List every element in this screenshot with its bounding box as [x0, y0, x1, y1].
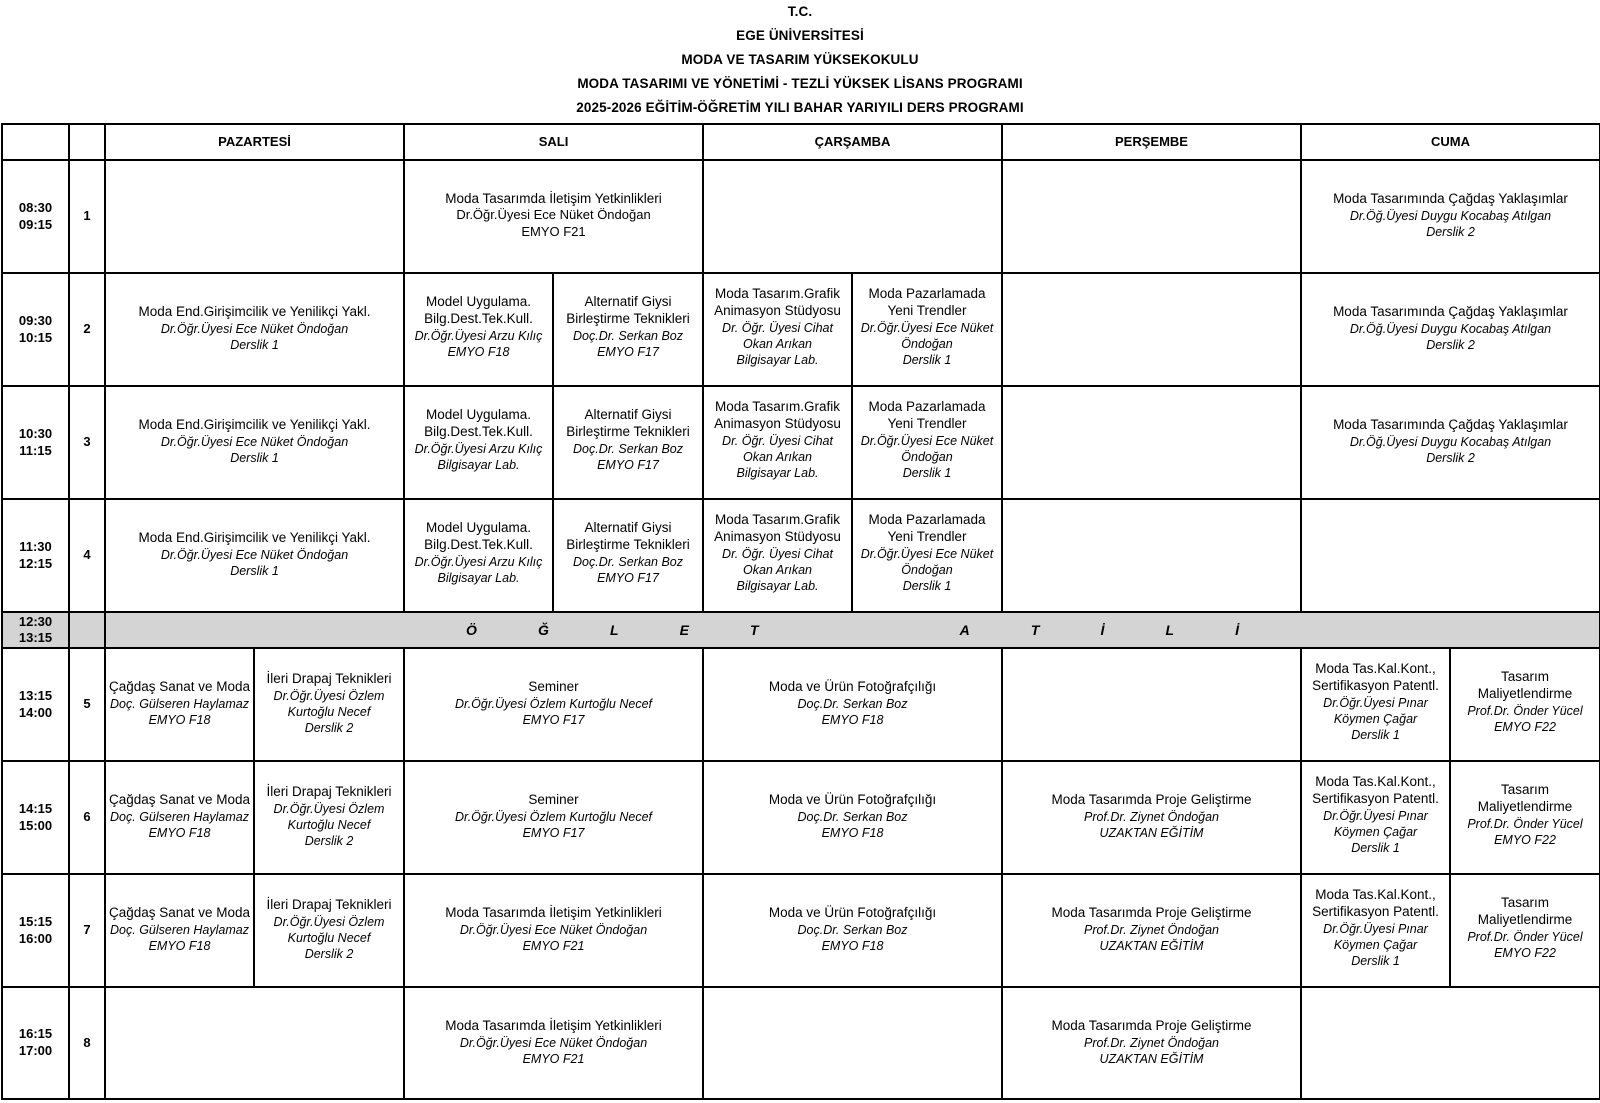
course-cell: [1301, 386, 1600, 499]
header-line-term: 2025-2026 EĞİTİM-ÖĞRETİM YILI BAHAR YARIYILI DERS PROGRAMI: [576, 100, 1024, 115]
course-title: Moda Tasarım.Grafik Animasyon Stüdyosu: [714, 511, 841, 545]
course-title: Moda Tasarım.Grafik Animasyon Stüdyosu: [714, 398, 841, 432]
course-title: Moda End.Girişimcilik ve Yenilikçi Yakl.: [138, 417, 371, 433]
course-cell: [703, 874, 1002, 987]
course-room: EMYO F18: [821, 939, 884, 954]
course-cell: [1002, 874, 1301, 987]
course-room: EMYO F17: [597, 571, 659, 586]
time-cell: 14:15 15:00: [2, 761, 69, 874]
course-title: Tasarım Maliyetlendirme: [1477, 781, 1573, 815]
course-cell: [404, 386, 553, 499]
course-title: Moda Tasarımında Çağdaş Yaklaşımlar: [1333, 417, 1568, 433]
course-cell: [404, 987, 703, 1099]
course-instructor: Dr.Öğr.Üyesi Özlem Kurtoğlu Necef: [454, 697, 653, 712]
course-room: Derslik 1: [230, 338, 279, 353]
course-room: EMYO F21: [522, 939, 585, 954]
empty-cell: [1002, 273, 1301, 386]
course-title: Moda End.Girişimcilik ve Yenilikçi Yakl.: [138, 530, 371, 546]
course-instructor: Dr.Öğr.Üyesi Ece Nüket Öndoğan: [456, 207, 651, 223]
schedule-row: [2, 386, 1600, 499]
course-title: Moda Tasarımda İletişim Yetkinlikleri: [445, 905, 662, 921]
course-title: Çağdaş Sanat ve Moda: [108, 792, 251, 808]
course-cell: [852, 273, 1002, 386]
time-cell: 15:15 16:00: [2, 874, 69, 987]
course-cell: [254, 874, 404, 987]
course-room: UZAKTAN EĞİTİM: [1099, 826, 1204, 841]
day-header: ÇARŞAMBA: [703, 124, 1002, 160]
course-room: Derslik 1: [902, 579, 952, 594]
course-title: Moda End.Girişimcilik ve Yenilikçi Yakl.: [138, 304, 371, 320]
course-cell: [703, 499, 852, 612]
slot-number: 1: [69, 160, 105, 273]
course-room: EMYO F17: [597, 345, 659, 360]
course-instructor: Doç. Gülseren Haylamaz: [110, 697, 249, 712]
course-instructor: Dr.Öğr.Üyesi Pınar Köymen Çağar: [1323, 695, 1428, 726]
slot-number: 3: [69, 386, 105, 499]
course-room: Derslik 2: [1426, 225, 1475, 240]
schedule-row: [2, 874, 1600, 987]
course-cell: [703, 386, 852, 499]
course-cell: [404, 874, 703, 987]
course-cell: [1301, 648, 1450, 761]
schedule-row: [2, 499, 1600, 612]
time-cell: 11:30 12:15: [2, 499, 69, 612]
course-room: EMYO F17: [522, 713, 585, 728]
course-cell: [1002, 761, 1301, 874]
course-room: Derslik 2: [304, 947, 354, 962]
course-instructor: Dr.Öğr.Üyesi Ece Nüket Öndoğan: [459, 1035, 648, 1050]
course-room: EMYO F22: [1494, 720, 1556, 735]
course-instructor: Dr.Öğ.Üyesi Duygu Kocabaş Atılgan: [1349, 322, 1552, 337]
course-instructor: Dr.Öğr.Üyesi Ece Nüket Öndoğan: [459, 923, 648, 938]
course-cell: [105, 874, 254, 987]
slot-number: [69, 612, 105, 648]
course-cell: [404, 648, 703, 761]
course-room: EMYO F18: [148, 713, 211, 728]
course-room: Bilgisayar Lab.: [736, 579, 819, 594]
course-title: Moda ve Ürün Fotoğrafçılığı: [768, 905, 937, 921]
course-room: Derslik 1: [902, 353, 952, 368]
course-title: Moda ve Ürün Fotoğrafçılığı: [768, 679, 937, 695]
course-instructor: Dr. Öğr. Üyesi Cihat Okan Arıkan: [722, 546, 833, 577]
course-instructor: Prof.Dr. Önder Yücel: [1467, 703, 1583, 718]
course-room: Derslik 1: [1351, 728, 1400, 743]
schedule-row: [2, 761, 1600, 874]
course-room: Derslik 2: [1426, 451, 1475, 466]
course-instructor: Dr.Öğr.Üyesi Arzu Kılıç: [414, 328, 543, 343]
course-instructor: Prof.Dr. Önder Yücel: [1467, 816, 1583, 831]
course-title: Model Uygulama. Bilg.Dest.Tek.Kull.: [424, 293, 533, 327]
course-cell: [1301, 273, 1600, 386]
course-instructor: Dr.Öğr.Üyesi Özlem Kurtoğlu Necef: [273, 688, 385, 720]
empty-cell: [105, 160, 404, 273]
course-cell: [404, 761, 703, 874]
course-cell: [254, 648, 404, 761]
course-title: Moda Tasarımda Proje Geliştirme: [1051, 792, 1252, 808]
course-title: Seminer: [528, 792, 579, 808]
course-room: UZAKTAN EĞİTİM: [1099, 939, 1204, 954]
course-cell: [852, 386, 1002, 499]
course-room: EMYO F17: [522, 826, 585, 841]
header-line-school: MODA VE TASARIM YÜKSEKOKULU: [681, 52, 919, 67]
course-instructor: Dr.Öğ.Üyesi Duygu Kocabaş Atılgan: [1349, 209, 1552, 224]
day-header: SALI: [404, 124, 703, 160]
course-cell: [1301, 874, 1450, 987]
slot-number: 4: [69, 499, 105, 612]
slot-number: 6: [69, 761, 105, 874]
day-header: PERŞEMBE: [1002, 124, 1301, 160]
lunch-break-label: Ö Ğ L E T A T İ L İ: [466, 621, 1239, 638]
time-cell: 08:30 09:15: [2, 160, 69, 273]
empty-cell: [703, 987, 1002, 1099]
course-cell: [1450, 761, 1600, 874]
time-cell: 12:30 13:15: [2, 612, 69, 648]
course-instructor: Dr.Öğr.Üyesi Özlem Kurtoğlu Necef: [273, 801, 385, 833]
course-room: EMYO F21: [521, 224, 586, 240]
course-cell: [553, 499, 703, 612]
course-title: Moda Tasarımda İletişim Yetkinlikleri: [445, 190, 662, 206]
course-instructor: Dr.Öğr.Üyesi Pınar Köymen Çağar: [1323, 921, 1428, 952]
slot-number: 2: [69, 273, 105, 386]
course-cell: [404, 499, 553, 612]
course-room: EMYO F18: [821, 713, 884, 728]
course-room: Bilgisayar Lab.: [736, 353, 819, 368]
course-room: Derslik 1: [902, 466, 952, 481]
course-room: Bilgisayar Lab.: [437, 458, 520, 473]
course-room: EMYO F21: [522, 1051, 585, 1066]
empty-cell: [703, 160, 1002, 273]
course-title: İleri Drapaj Teknikleri: [266, 784, 392, 800]
empty-cell: [105, 987, 404, 1099]
course-cell: [254, 761, 404, 874]
course-title: Moda Tasarım.Grafik Animasyon Stüdyosu: [714, 285, 841, 319]
corner-cell: [2, 124, 69, 160]
schedule-row: [2, 648, 1600, 761]
course-room: EMYO F18: [148, 826, 211, 841]
course-cell: [105, 273, 404, 386]
course-cell: [1301, 761, 1450, 874]
course-instructor: Dr.Öğr.Üyesi Ece Nüket Öndoğan: [860, 433, 994, 464]
schedule-row: [2, 987, 1600, 1099]
course-instructor: Dr.Öğr.Üyesi Pınar Köymen Çağar: [1323, 808, 1428, 839]
course-instructor: Doç.Dr. Serkan Boz: [797, 810, 908, 825]
course-cell: [1002, 987, 1301, 1099]
time-cell: 09:30 10:15: [2, 273, 69, 386]
course-cell: [1301, 160, 1600, 273]
course-title: Moda Tasarımında Çağdaş Yaklaşımlar: [1333, 304, 1568, 320]
course-instructor: Prof.Dr. Ziynet Öndoğan: [1083, 923, 1220, 938]
course-instructor: Dr.Öğr.Üyesi Ece Nüket Öndoğan: [860, 546, 994, 577]
course-room: Derslik 1: [1351, 954, 1400, 969]
day-header-row: [2, 124, 1600, 160]
slot-number: 8: [69, 987, 105, 1099]
course-title: Moda Tasarımda Proje Geliştirme: [1051, 905, 1252, 921]
empty-cell: [1002, 648, 1301, 761]
course-cell: [105, 499, 404, 612]
course-room: EMYO F18: [821, 826, 884, 841]
time-cell: 10:30 11:15: [2, 386, 69, 499]
course-instructor: Dr.Öğr.Üyesi Ece Nüket Öndoğan: [160, 548, 349, 563]
course-instructor: Dr.Öğr.Üyesi Özlem Kurtoğlu Necef: [454, 810, 653, 825]
course-instructor: Dr.Öğr.Üyesi Ece Nüket Öndoğan: [160, 435, 349, 450]
course-room: UZAKTAN EĞİTİM: [1099, 1051, 1204, 1066]
course-cell: [105, 386, 404, 499]
empty-cell: [1002, 499, 1301, 612]
course-room: Derslik 1: [230, 564, 279, 579]
course-instructor: Dr.Öğr.Üyesi Ece Nüket Öndoğan: [160, 322, 349, 337]
course-cell: [703, 273, 852, 386]
course-cell: [404, 273, 553, 386]
course-title: İleri Drapaj Teknikleri: [266, 897, 392, 913]
lunch-break-cell: [105, 612, 1600, 648]
course-cell: [553, 273, 703, 386]
course-instructor: Dr.Öğr.Üyesi Arzu Kılıç: [414, 554, 543, 569]
course-room: Derslik 1: [1351, 841, 1400, 856]
course-room: EMYO F18: [148, 939, 211, 954]
empty-cell: [1301, 499, 1600, 612]
course-cell: [703, 648, 1002, 761]
day-header: CUMA: [1301, 124, 1600, 160]
course-room: EMYO F22: [1494, 946, 1556, 961]
day-header: PAZARTESİ: [105, 124, 404, 160]
course-title: Model Uygulama. Bilg.Dest.Tek.Kull.: [424, 519, 533, 553]
course-title: Moda Tasarımda İletişim Yetkinlikleri: [445, 1017, 662, 1033]
course-title: Alternatif Giysi Birleştirme Teknikleri: [566, 519, 690, 553]
course-instructor: Doç.Dr. Serkan Boz: [797, 697, 908, 712]
course-cell: [852, 499, 1002, 612]
course-title: Moda Pazarlamada Yeni Trendler: [868, 285, 986, 319]
course-instructor: Dr.Öğr.Üyesi Ece Nüket Öndoğan: [860, 320, 994, 351]
course-title: Model Uygulama. Bilg.Dest.Tek.Kull.: [424, 406, 533, 440]
lunch-row: [2, 612, 1600, 648]
empty-cell: [1301, 987, 1600, 1099]
schedule-row: [2, 160, 1600, 273]
header-line-university: EGE ÜNİVERSİTESİ: [736, 28, 864, 43]
course-instructor: Dr.Öğr.Üyesi Özlem Kurtoğlu Necef: [273, 914, 385, 946]
course-instructor: Prof.Dr. Önder Yücel: [1467, 929, 1583, 944]
course-title: İleri Drapaj Teknikleri: [266, 671, 392, 687]
slot-number: 7: [69, 874, 105, 987]
course-room: Derslik 2: [304, 834, 354, 849]
corner-cell: [69, 124, 105, 160]
course-instructor: Dr.Öğ.Üyesi Duygu Kocabaş Atılgan: [1349, 435, 1552, 450]
course-room: Derslik 2: [1426, 338, 1475, 353]
course-instructor: Doç.Dr. Serkan Boz: [573, 328, 683, 343]
course-cell: [1450, 648, 1600, 761]
course-title: Moda ve Ürün Fotoğrafçılığı: [768, 792, 937, 808]
course-title: Moda Tasarımında Çağdaş Yaklaşımlar: [1333, 191, 1568, 207]
course-title: Moda Tasarımda Proje Geliştirme: [1051, 1017, 1252, 1033]
course-cell: [404, 160, 703, 273]
course-title: Çağdaş Sanat ve Moda: [108, 905, 251, 921]
course-room: EMYO F17: [597, 458, 659, 473]
time-cell: 16:15 17:00: [2, 987, 69, 1099]
course-room: EMYO F22: [1494, 833, 1556, 848]
slot-number: 5: [69, 648, 105, 761]
course-cell: [105, 761, 254, 874]
course-title: Alternatif Giysi Birleştirme Teknikleri: [566, 293, 690, 327]
course-instructor: Dr.Öğr.Üyesi Arzu Kılıç: [414, 441, 543, 456]
course-cell: [703, 761, 1002, 874]
course-room: EMYO F18: [447, 345, 510, 360]
course-title: Tasarım Maliyetlendirme: [1477, 668, 1573, 702]
course-title: Alternatif Giysi Birleştirme Teknikleri: [566, 406, 690, 440]
course-title: Moda Pazarlamada Yeni Trendler: [868, 398, 986, 432]
course-cell: [1450, 874, 1600, 987]
course-instructor: Doç.Dr. Serkan Boz: [797, 923, 908, 938]
course-instructor: Prof.Dr. Ziynet Öndoğan: [1083, 810, 1220, 825]
course-instructor: Doç. Gülseren Haylamaz: [110, 810, 249, 825]
course-instructor: Doç.Dr. Serkan Boz: [573, 554, 683, 569]
empty-cell: [1002, 386, 1301, 499]
course-room: Bilgisayar Lab.: [437, 571, 520, 586]
course-cell: [105, 648, 254, 761]
course-title: Moda Tas.Kal.Kont., Sertifikasyon Patentl.: [1312, 886, 1439, 920]
course-title: Moda Tas.Kal.Kont., Sertifikasyon Patentl.: [1312, 660, 1439, 694]
course-room: Derslik 2: [304, 721, 354, 736]
schedule-row: [2, 273, 1600, 386]
course-title: Moda Tas.Kal.Kont., Sertifikasyon Patentl.: [1312, 773, 1439, 807]
course-cell: [553, 386, 703, 499]
course-instructor: Doç. Gülseren Haylamaz: [110, 923, 249, 938]
course-room: Derslik 1: [230, 451, 279, 466]
course-title: Çağdaş Sanat ve Moda: [108, 679, 251, 695]
time-cell: 13:15 14:00: [2, 648, 69, 761]
course-instructor: Doç.Dr. Serkan Boz: [573, 441, 683, 456]
course-instructor: Dr. Öğr. Üyesi Cihat Okan Arıkan: [722, 433, 833, 464]
course-title: Moda Pazarlamada Yeni Trendler: [868, 511, 986, 545]
empty-cell: [1002, 160, 1301, 273]
course-instructor: Prof.Dr. Ziynet Öndoğan: [1083, 1035, 1220, 1050]
header-line-tc: T.C.: [787, 4, 813, 19]
schedule-table: [1, 123, 1600, 1100]
course-title: Tasarım Maliyetlendirme: [1477, 894, 1573, 928]
course-room: Bilgisayar Lab.: [736, 466, 819, 481]
course-title: Seminer: [528, 679, 579, 695]
course-instructor: Dr. Öğr. Üyesi Cihat Okan Arıkan: [722, 320, 833, 351]
header-line-program: MODA TASARIMI VE YÖNETİMİ - TEZLİ YÜKSEK LİSANS PROGRAMI: [577, 76, 1023, 91]
